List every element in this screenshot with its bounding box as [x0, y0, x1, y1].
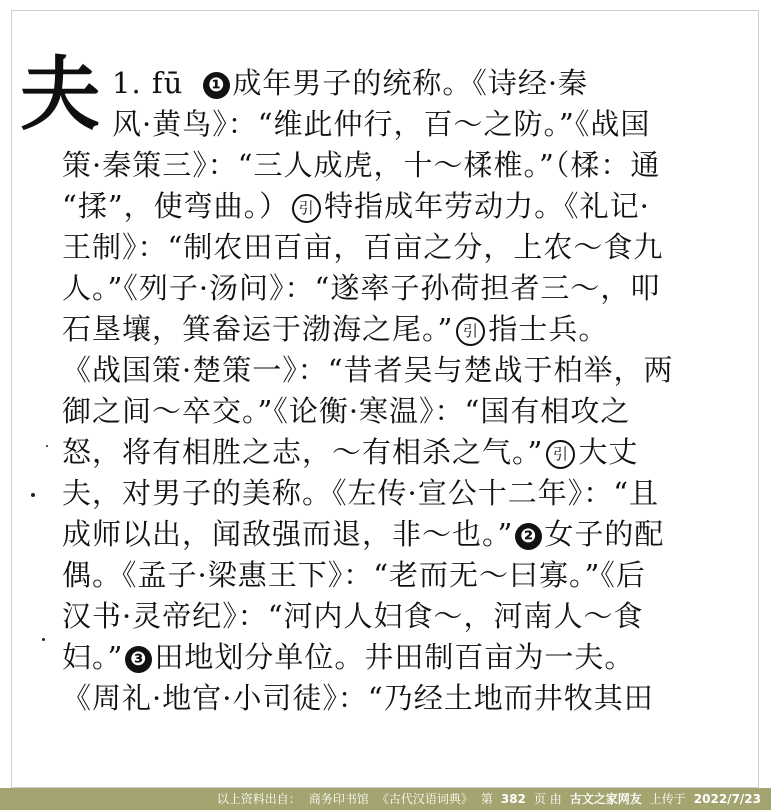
footer-publisher: 商务印书馆 [308, 792, 369, 806]
footer-date: 2022/7/23 [693, 792, 761, 806]
footer-upload-label: 上传于 [649, 792, 686, 806]
entry-line [62, 514, 664, 554]
footer-page-suffix: 页 由 [533, 792, 562, 806]
definition-text: 《战国策·楚策一》：“昔者吴与楚战于柏举，两 [62, 353, 674, 387]
entry-line [62, 227, 663, 267]
entry-line [62, 186, 650, 226]
extended-meaning-mark: 引 [292, 194, 321, 223]
footer-page-prefix: 第 [480, 792, 493, 806]
definition-text: 成师以出，闻敌强而退，非～也。” [62, 517, 514, 551]
footer-uploader: 古文之家网友 [569, 792, 642, 806]
headword: 夫 [20, 47, 100, 141]
definition-text: 妇。” [62, 640, 124, 674]
scan-speck [31, 493, 35, 497]
entry-line [62, 596, 644, 636]
entry-line [62, 637, 634, 677]
sense-number-1: ❶ [203, 72, 230, 99]
entry-line [62, 268, 660, 308]
sense-number: ❷ [515, 523, 542, 550]
entry-line [62, 473, 659, 513]
entry-line [62, 555, 646, 595]
definition-text: 偶。《孟子·梁惠王下》：“老而无～曰寡。”《后 [62, 558, 646, 592]
definition-text: 汉书·灵帝纪》：“河内人妇食～，河南人～食 [62, 599, 644, 633]
footer-source-label: 以上资料出自： [216, 792, 301, 806]
entry-line [62, 309, 608, 349]
pronunciation: 1. fū [112, 66, 184, 100]
footer-book: 《古代汉语词典》 [376, 792, 473, 806]
definition-text: 石垦壤，箕畚运于渤海之尾。” [62, 312, 454, 346]
entry-line [62, 145, 660, 185]
footer-page-number: 382 [500, 792, 526, 806]
scan-speck [46, 445, 48, 447]
definition-text: 策·秦策三》：“三人成虎，十～楺椎。”（楺：通 [62, 148, 661, 182]
source-footer [0, 788, 771, 810]
definition-text: 《周礼·地官·小司徒》：“乃经土地而井牧其田 [62, 681, 654, 715]
definition-text: 指士兵。 [488, 312, 609, 346]
extended-meaning-mark: 引 [546, 440, 575, 469]
entry-first-line [112, 63, 588, 103]
sense-number: ❸ [125, 646, 152, 673]
definition-text: 王制》：“制农田百亩，百亩之分，上农～食九 [62, 230, 664, 264]
entry-line [62, 350, 674, 390]
definition-text: 大丈 [578, 435, 639, 469]
scan-speck [42, 638, 45, 641]
definition-text: 怒，将有相胜之志，～有相杀之气。” [62, 435, 544, 469]
extended-meaning-mark: 引 [456, 317, 485, 346]
definition-text: 夫，对男子的美称。《左传·宣公十二年》：“且 [62, 476, 660, 510]
definition-text: 成年男子的统称。《诗经·秦 [232, 66, 589, 100]
entry-line [62, 391, 630, 431]
definition-text: 御之间～卒交。”《论衡·寒温》：“国有相攻之 [62, 394, 631, 428]
entry-second-line: 风·黄鸟》：“维此仲行，百～之防。”《战国 [112, 107, 651, 141]
entry-line [62, 678, 654, 718]
definition-text: 人。”《列子·汤问》：“遂率子孙荷担者三～，叩 [62, 271, 661, 305]
definition-text: 女子的配 [544, 517, 665, 551]
entry-line [62, 432, 638, 472]
definition-text: “揉”，使弯曲。） [62, 189, 290, 223]
definition-text: 田地划分单位。井田制百亩为一夫。 [154, 640, 635, 674]
definition-text: 特指成年劳动力。《礼记· [324, 189, 650, 223]
